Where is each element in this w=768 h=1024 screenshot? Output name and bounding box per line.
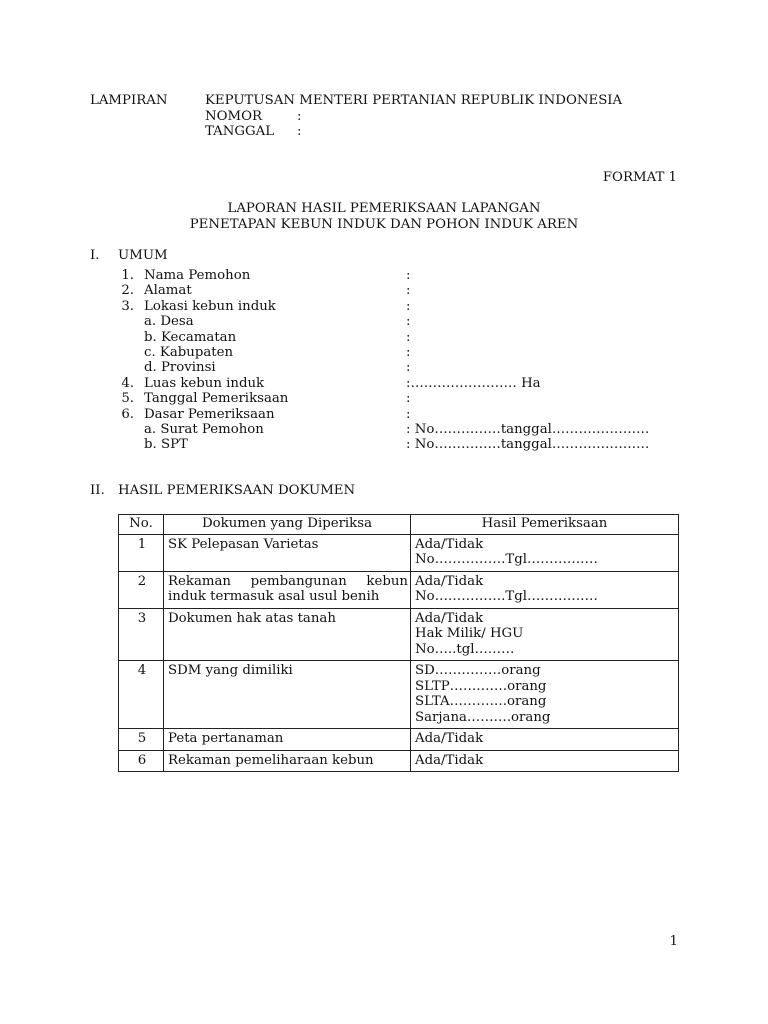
umum-item-label: c. Kabupaten bbox=[144, 345, 234, 360]
umum-item-value: : bbox=[406, 360, 411, 376]
umum-item-label: Alamat bbox=[144, 283, 192, 299]
section2-heading: HASIL PEMERIKSAAN DOKUMEN bbox=[118, 483, 356, 498]
document-cell bbox=[164, 750, 411, 772]
table-row bbox=[119, 571, 679, 608]
result-line: Hak Milik/ HGU bbox=[415, 626, 524, 641]
section2-numeral: II. bbox=[90, 483, 105, 498]
umum-item-label: Luas kebun induk bbox=[144, 375, 265, 391]
umum-item-label: b. Kecamatan bbox=[144, 329, 237, 345]
document-line: Rekaman pembangunan kebun bbox=[168, 573, 408, 589]
document-line: Peta pertanaman bbox=[168, 731, 284, 746]
title-line-1: LAPORAN HASIL PEMERIKSAAN LAPANGAN bbox=[227, 201, 541, 216]
result-line: No…………….Tgl……………. bbox=[415, 552, 598, 567]
umum-item-label: Nama Pemohon bbox=[144, 268, 251, 283]
umum-item-value: : bbox=[406, 329, 411, 345]
nomor-label: NOMOR bbox=[205, 109, 263, 124]
format-label: FORMAT 1 bbox=[602, 170, 677, 185]
document-line: Dokumen hak atas tanah bbox=[168, 610, 336, 626]
result-line: Ada/Tidak bbox=[415, 731, 484, 746]
lampiran-row bbox=[90, 93, 622, 109]
table-row bbox=[119, 608, 679, 661]
result-line: Ada/Tidak bbox=[415, 573, 484, 589]
table-row bbox=[119, 534, 679, 571]
table-row bbox=[119, 729, 679, 751]
section1-numeral: I. bbox=[90, 248, 100, 263]
table-header-row bbox=[119, 515, 679, 535]
row-number: 5 bbox=[119, 729, 164, 751]
row-number: 1 bbox=[119, 534, 164, 571]
result-cell bbox=[411, 608, 679, 661]
umum-item-value: : bbox=[406, 283, 411, 299]
umum-item-value: : bbox=[406, 268, 411, 283]
table-row bbox=[119, 661, 679, 729]
document-cell bbox=[164, 661, 411, 729]
umum-item-value: : No……………tanggal…………………. bbox=[406, 422, 650, 437]
tanggal-colon: : bbox=[297, 124, 302, 139]
row-number: 4 bbox=[119, 661, 164, 729]
result-line: Ada/Tidak bbox=[415, 610, 484, 626]
umum-item-number: 4. bbox=[121, 375, 134, 391]
umum-item-value: : No……………tanggal…………………. bbox=[406, 437, 650, 453]
umum-item-label: Dasar Pemeriksaan bbox=[144, 406, 275, 422]
lampiran-label: LAMPIRAN bbox=[90, 93, 168, 108]
umum-item-label: Tanggal Pemeriksaan bbox=[144, 391, 289, 407]
umum-item-value: : bbox=[406, 345, 411, 360]
row-number: 3 bbox=[119, 608, 164, 661]
document-line: SK Pelepasan Varietas bbox=[168, 536, 319, 552]
document-cell bbox=[164, 534, 411, 571]
result-line: Ada/Tidak bbox=[415, 536, 484, 552]
umum-item-label: a. Desa bbox=[144, 314, 194, 330]
umum-item-number: 5. bbox=[121, 391, 134, 407]
document-cell bbox=[164, 571, 411, 608]
section1-heading: UMUM bbox=[118, 248, 168, 263]
document-check-table bbox=[118, 514, 679, 772]
result-line: Sarjana……….orang bbox=[415, 709, 551, 725]
header-document: Dokumen yang Diperiksa bbox=[164, 515, 411, 535]
umum-item-value: :…………………… Ha bbox=[406, 375, 541, 391]
umum-item-label: Lokasi kebun induk bbox=[144, 298, 276, 314]
document-line: SDM yang dimiliki bbox=[168, 663, 293, 678]
document-line: Rekaman pemeliharaan kebun bbox=[168, 752, 374, 768]
umum-item-number: 6. bbox=[121, 406, 134, 422]
result-cell bbox=[411, 729, 679, 751]
result-line: No…………….Tgl……………. bbox=[415, 589, 598, 604]
header-result: Hasil Pemeriksaan bbox=[411, 515, 679, 535]
result-line: SLTA………….orang bbox=[415, 694, 547, 709]
result-cell bbox=[411, 750, 679, 772]
umum-item-value: : bbox=[406, 298, 411, 314]
result-line: Ada/Tidak bbox=[415, 752, 484, 768]
nomor-colon: : bbox=[297, 109, 302, 124]
document-cell bbox=[164, 608, 411, 661]
document-line: induk termasuk asal usul benih bbox=[168, 589, 380, 604]
nomor-row bbox=[205, 109, 301, 125]
umum-item-value: : bbox=[406, 406, 411, 422]
umum-item-label: d. Provinsi bbox=[144, 360, 216, 376]
umum-item-number: 1. bbox=[121, 268, 134, 283]
umum-item-number: 2. bbox=[121, 283, 134, 299]
title-line-2: PENETAPAN KEBUN INDUK DAN POHON INDUK AREN bbox=[189, 217, 579, 232]
header-no: No. bbox=[119, 515, 164, 535]
row-number: 6 bbox=[119, 750, 164, 772]
result-cell bbox=[411, 571, 679, 608]
page-number: 1 bbox=[669, 934, 678, 949]
result-line: SD……………orang bbox=[415, 663, 541, 678]
umum-item-label: a. Surat Pemohon bbox=[144, 422, 264, 437]
umum-item-label: b. SPT bbox=[144, 437, 188, 453]
result-line: No…..tgl……… bbox=[415, 641, 515, 657]
result-cell bbox=[411, 661, 679, 729]
umum-item-value: : bbox=[406, 314, 411, 330]
umum-item-value: : bbox=[406, 391, 411, 407]
tanggal-row bbox=[205, 124, 301, 140]
result-cell bbox=[411, 534, 679, 571]
result-line: SLTP………….orang bbox=[415, 678, 547, 694]
table-row bbox=[119, 750, 679, 772]
document-cell bbox=[164, 729, 411, 751]
tanggal-label: TANGGAL bbox=[205, 124, 275, 139]
lampiran-value: KEPUTUSAN MENTERI PERTANIAN REPUBLIK INDONESIA bbox=[205, 93, 623, 108]
row-number: 2 bbox=[119, 571, 164, 608]
umum-item-number: 3. bbox=[121, 298, 134, 314]
